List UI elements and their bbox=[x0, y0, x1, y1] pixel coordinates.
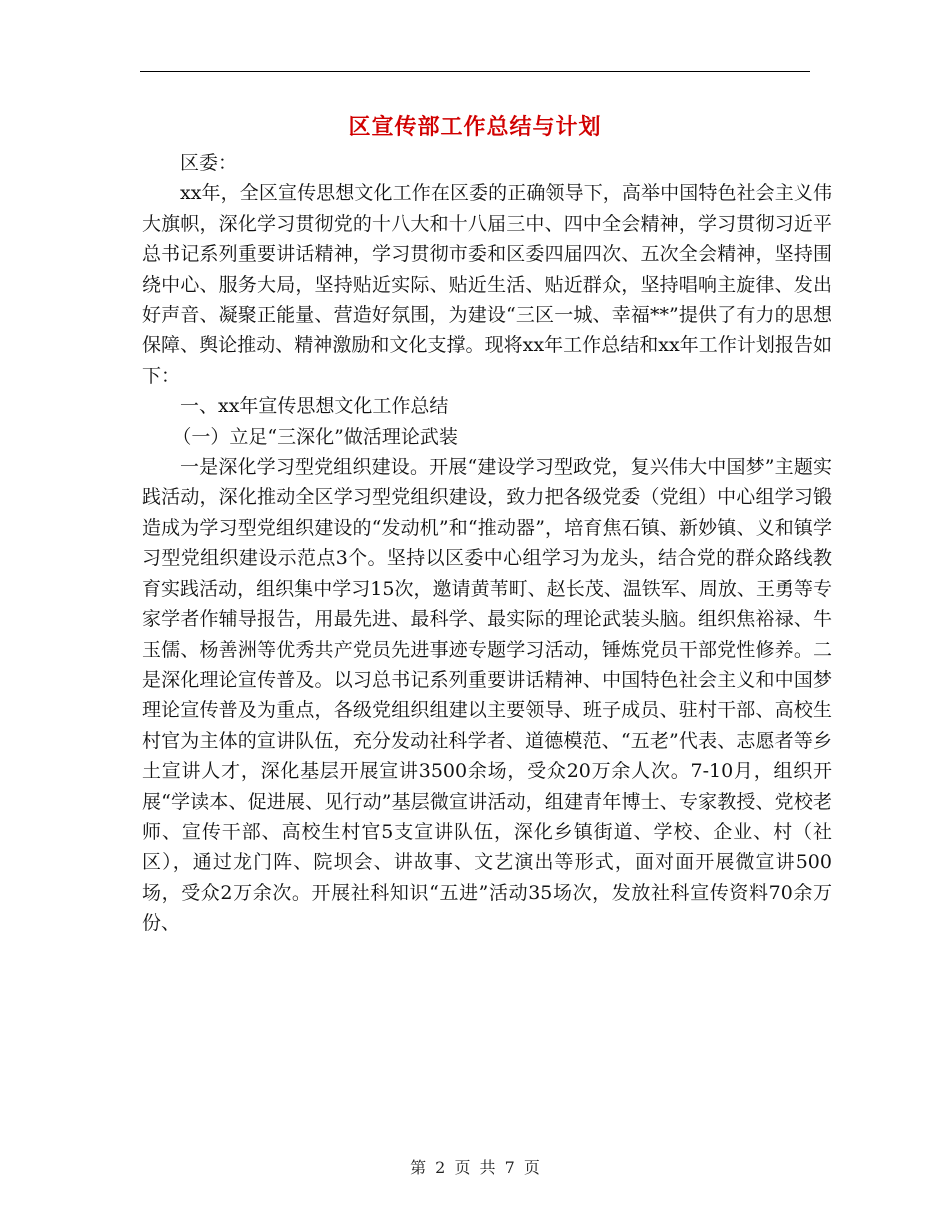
body-paragraph: 一是深化学习型党组织建设。开展“建设学习型政党，复兴伟大中国梦”主题实践活动，深化推动全区学习型党组织建设，致力把各级党委（党组）中心组学习锻造成为学习型党组织建设的“发动机”和“推动器”，培育焦石镇、新妙镇、义和镇学习型党组织建设示范点3个。坚持以区委中心组学习为龙头，结合党的群众路线教育实践活动，组织集中学习15次，邀请黄苇町、赵长茂、温铁军、周放、王勇等专家学者作辅导报告，用最先进、最科学、最实际的理论武装头脑。组织焦裕禄、牛玉儒、杨善洲等优秀共产党员先进事迹专题学习活动，锤炼党员干部党性修养。二是深化理论宣传普及。以习总书记系列重要讲话精神、中国特色社会主义和中国梦理论宣传普及为重点，各级党组织组建以主要领导、班子成员、驻村干部、高校生村官为主体的宣讲队伍，充分发动社科学者、道德模范、“五老”代表、志愿者等乡土宣讲人才，深化基层开展宣讲3500余场，受众20万余人次。7-10月，组织开展“学读本、促进展、见行动”基层微宣讲活动，组建青年博士、专家教授、党校老师、宣传干部、高校生村官5支宣讲队伍，深化乡镇街道、学校、企业、村（社区），通过龙门阵、院坝会、讲故事、文艺演出等形式，面对面开展微宣讲500场，受众2万余次。开展社科知识“五进”活动35场次，发放社科宣传资料70余万份、 bbox=[142, 456, 832, 935]
document-body bbox=[142, 148, 832, 939]
page-number: 第 2 页 共 7 页 bbox=[410, 1158, 540, 1177]
intro-paragraph: xx年，全区宣传思想文化工作在区委的正确领导下，高举中国特色社会主义伟大旗帜，深化学习贯彻党的十八大和十八届三中、四中全会精神，学习贯彻习近平总书记系列重要讲话精神，学习贯彻市委和区委四届四次、五次全会精神，坚持围绕中心、服务大局，坚持贴近实际、贴近生活、贴近群众，坚持唱响主旋律、发出好声音、凝聚正能量、营造好氛围，为建设“三区一城、幸福**”提供了有力的思想保障、舆论推动、精神激励和文化支撑。现将xx年工作总结和xx年工作计划报告如下： bbox=[142, 182, 832, 387]
section-heading: 一、xx年宣传思想文化工作总结 bbox=[180, 395, 449, 418]
subsection-heading: （一）立足“三深化”做活理论武装 bbox=[172, 425, 458, 448]
salutation: 区委： bbox=[180, 152, 238, 174]
document-title: 区宣传部工作总结与计划 bbox=[348, 115, 602, 140]
header-rule bbox=[140, 71, 810, 72]
